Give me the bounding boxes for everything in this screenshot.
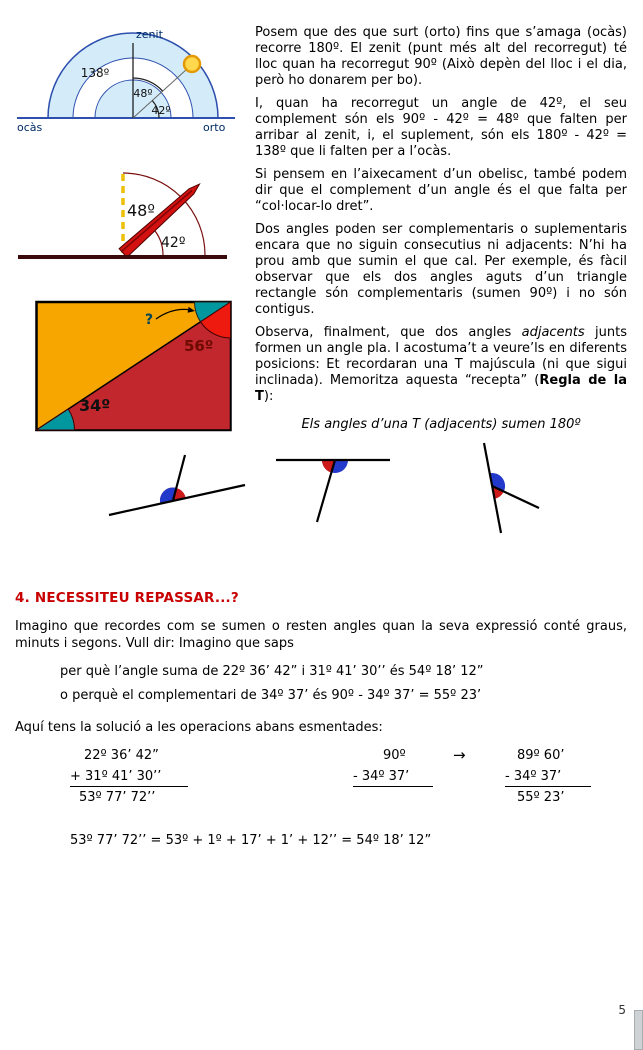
page-number: 5 (618, 1003, 626, 1017)
adjacent-angles-figure-row (15, 438, 627, 550)
calc-column-addition (70, 745, 188, 808)
angle-48-label: 48º (133, 87, 153, 100)
top-section (15, 25, 627, 434)
angle-138-label: 138º (80, 66, 110, 80)
paragraph-sun-path: Posem que des que surt (orto) fins que s’amaga (ocàs) recorre 180º. El zenit (punt més alt del recorregut) té lloc quan ha recorregut 90º (Això depèn del lloc i el dia, però ho donarem per bo). (255, 25, 627, 88)
section-heading: 4. NECESSITEU REPASSAR...? (15, 590, 239, 606)
unknown-angle-label: ? (145, 312, 154, 328)
p5-italic-adjacents: adjacents (521, 325, 585, 340)
sun-path-diagram (15, 25, 237, 138)
adjacent-angles-figure-3 (439, 438, 549, 543)
p5-text-a: Observa, finalment, que dos angles (255, 325, 522, 340)
calc-addend-1: 22º 36’ 42” (84, 748, 159, 763)
adjacent-angles-figure-1 (107, 452, 247, 542)
paragraph-t-rule (255, 325, 627, 405)
calc-addend-2: + 31º 41’ 30’’ (70, 766, 188, 787)
section-intro-paragraph: Imagino que recordes com se sumen o resten angles quan la seva expressió conté graus, minuts i segons. Vull dir: Imagino que saps (15, 619, 627, 651)
orto-label: orto (203, 121, 226, 134)
example-line-1: per què l’angle suma de 22º 36’ 42” i 31º 41’ 30’’ és 54º 18’ 12” (60, 664, 484, 679)
text-column (255, 25, 627, 434)
p5-text-b: junts formen un angle pla. I acostuma’t a veure’ls en diferents posicions: Et recordaran una T majúscula (ni que sigui inclinada). Memoritza aquesta “recepta” ( (255, 325, 628, 388)
diagram-column (15, 25, 255, 434)
calc-difference-result: 55º 23’ (517, 790, 565, 805)
angle-34-label: 34º (79, 396, 111, 415)
calc-column-converted (505, 745, 591, 808)
angle-42-label: 42º (151, 104, 171, 117)
triangle-diagram (35, 294, 233, 434)
t-rule-statement: Els angles d’una T (adjacents) sumen 180º (301, 417, 581, 432)
sun-icon (184, 56, 200, 72)
paragraph-complement-supplement: I, quan ha recorregut un angle de 42º, el seu complement són els 90º - 42º = 48º que falten per arribar al zenit, i, el suplement, són els 180º - 42º = 138º que li falten per a l’ocàs. (255, 96, 627, 159)
ocas-label: ocàs (17, 121, 43, 134)
obelisk-diagram (15, 162, 230, 268)
scrollbar-thumb[interactable] (634, 1010, 643, 1050)
p5-text-c: ): (263, 389, 274, 404)
calc-sum-result: 53º 77’ 72’’ (79, 790, 156, 805)
calc-converted-minuend: 89º 60’ (517, 748, 565, 763)
p5-bold-regla: Regla de la T (255, 373, 627, 404)
paragraph-non-adjacent: Dos angles poden ser complementaris o suplementaris encara que no siguin consecutius ni adjacents: N’hi ha prou amb que sumin el que cal. Per exemple, és fàcil observar que els dos angles aguts d’un triangle rectangle són complementaris (sumen 90º) i no són contigus. (255, 222, 627, 317)
angle-48-label: 48º (127, 201, 155, 220)
example-line-2: o perquè el complementari de 34º 37’ és 90º - 34º 37’ = 55º 23’ (60, 688, 482, 703)
calculation-block (15, 745, 627, 815)
adjacent-angles-figure-2 (273, 440, 393, 535)
angle-56-label: 56º (184, 337, 214, 355)
calc-subtrahend: - 34º 37’ (353, 766, 433, 787)
zenit-label: zenit (136, 28, 163, 41)
arrow-icon: → (453, 746, 466, 764)
paragraph-obelisk: Si pensem en l’aixecament d’un obelisc, també podem dir que el complement d’un angle és el que falta per “col·locar-lo dret”. (255, 167, 627, 214)
solution-intro: Aquí tens la solució a les operacions abans esmentades: (15, 720, 383, 735)
calc-converted-subtrahend: - 34º 37’ (505, 766, 591, 787)
calc-minuend: 90º (383, 748, 406, 763)
angle-42-label: 42º (161, 235, 186, 251)
ray-line (492, 486, 539, 508)
final-conversion-line: 53º 77’ 72’’ = 53º + 1º + 17’ + 1’ + 12’’ = 54º 18’ 12” (70, 833, 432, 848)
calc-column-subtraction (353, 745, 433, 787)
